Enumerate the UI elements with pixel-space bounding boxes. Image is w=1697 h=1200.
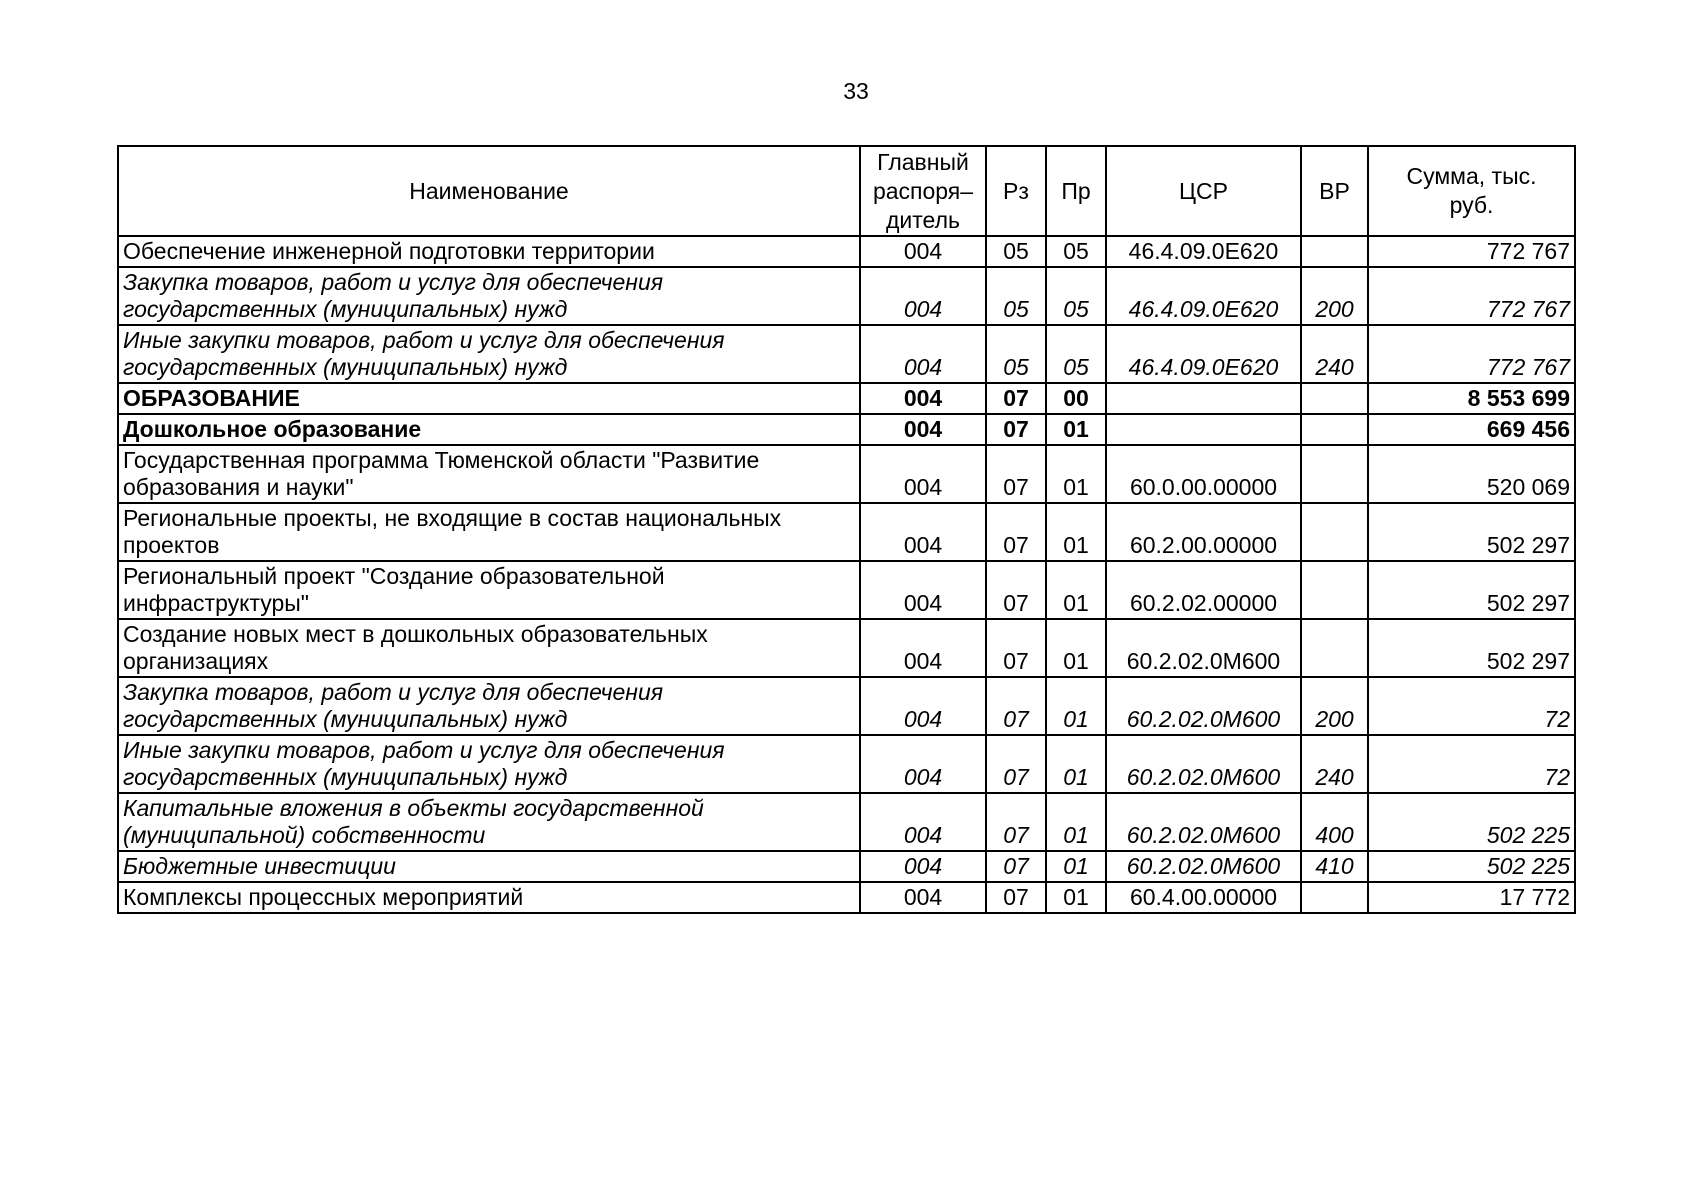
cell-sum: 17 772 (1368, 882, 1575, 913)
cell-pr: 01 (1046, 561, 1106, 619)
cell-csr (1106, 383, 1301, 414)
cell-sum: 502 297 (1368, 503, 1575, 561)
cell-sum: 669 456 (1368, 414, 1575, 445)
header-name: Наименование (118, 146, 860, 236)
cell-name: Государственная программа Тюменской области "Развитие образования и науки" (118, 445, 860, 503)
cell-pr: 05 (1046, 325, 1106, 383)
cell-csr: 60.2.00.00000 (1106, 503, 1301, 561)
cell-vr (1301, 561, 1368, 619)
cell-pr: 01 (1046, 793, 1106, 851)
cell-csr: 60.2.02.0М600 (1106, 851, 1301, 882)
cell-sum: 502 297 (1368, 561, 1575, 619)
cell-gr: 004 (860, 236, 986, 267)
cell-vr (1301, 882, 1368, 913)
table-row (118, 383, 1575, 414)
cell-rz: 07 (986, 793, 1046, 851)
cell-sum: 520 069 (1368, 445, 1575, 503)
cell-gr: 004 (860, 414, 986, 445)
cell-gr: 004 (860, 503, 986, 561)
cell-csr: 60.0.00.00000 (1106, 445, 1301, 503)
cell-csr: 60.2.02.0М600 (1106, 619, 1301, 677)
table-row (118, 236, 1575, 267)
cell-rz: 07 (986, 677, 1046, 735)
cell-gr: 004 (860, 561, 986, 619)
cell-csr: 46.4.09.0Е620 (1106, 325, 1301, 383)
cell-gr: 004 (860, 267, 986, 325)
table-row (118, 735, 1575, 793)
cell-rz: 05 (986, 325, 1046, 383)
table-row (118, 561, 1575, 619)
table-row (118, 503, 1575, 561)
cell-pr: 01 (1046, 677, 1106, 735)
cell-gr: 004 (860, 445, 986, 503)
cell-pr: 01 (1046, 503, 1106, 561)
cell-gr: 004 (860, 325, 986, 383)
cell-csr: 60.2.02.0М600 (1106, 735, 1301, 793)
table-row (118, 677, 1575, 735)
header-row (118, 146, 1575, 236)
cell-rz: 05 (986, 267, 1046, 325)
table-row (118, 414, 1575, 445)
cell-rz: 05 (986, 236, 1046, 267)
header-sum: Сумма, тыс. руб. (1368, 146, 1575, 236)
table-row (118, 793, 1575, 851)
cell-pr: 05 (1046, 267, 1106, 325)
table-row (118, 619, 1575, 677)
cell-name: Региональный проект "Создание образовательной инфраструктуры" (118, 561, 860, 619)
cell-sum: 502 225 (1368, 793, 1575, 851)
budget-table (117, 145, 1576, 914)
cell-vr (1301, 503, 1368, 561)
header-pr: Пр (1046, 146, 1106, 236)
cell-gr: 004 (860, 851, 986, 882)
cell-sum: 772 767 (1368, 267, 1575, 325)
table-row (118, 325, 1575, 383)
cell-vr (1301, 619, 1368, 677)
cell-name: Региональные проекты, не входящие в состав национальных проектов (118, 503, 860, 561)
cell-vr: 240 (1301, 325, 1368, 383)
cell-vr (1301, 414, 1368, 445)
cell-csr: 46.4.09.0Е620 (1106, 236, 1301, 267)
cell-rz: 07 (986, 619, 1046, 677)
cell-name: Обеспечение инженерной подготовки территории (118, 236, 860, 267)
cell-rz: 07 (986, 445, 1046, 503)
cell-rz: 07 (986, 735, 1046, 793)
header-rz: Рз (986, 146, 1046, 236)
cell-gr: 004 (860, 619, 986, 677)
cell-gr: 004 (860, 793, 986, 851)
cell-csr: 60.2.02.00000 (1106, 561, 1301, 619)
cell-vr (1301, 383, 1368, 414)
cell-sum: 502 225 (1368, 851, 1575, 882)
cell-pr: 01 (1046, 414, 1106, 445)
header-csr: ЦСР (1106, 146, 1301, 236)
cell-pr: 01 (1046, 735, 1106, 793)
cell-rz: 07 (986, 414, 1046, 445)
cell-pr: 01 (1046, 619, 1106, 677)
cell-gr: 004 (860, 735, 986, 793)
table-row (118, 445, 1575, 503)
cell-vr: 400 (1301, 793, 1368, 851)
cell-pr: 05 (1046, 236, 1106, 267)
cell-name: Дошкольное образование (118, 414, 860, 445)
cell-sum: 72 (1368, 735, 1575, 793)
cell-name: Бюджетные инвестиции (118, 851, 860, 882)
cell-gr: 004 (860, 677, 986, 735)
cell-sum: 72 (1368, 677, 1575, 735)
cell-name: Закупка товаров, работ и услуг для обеспечения государственных (муниципальных) нужд (118, 677, 860, 735)
cell-csr: 46.4.09.0Е620 (1106, 267, 1301, 325)
cell-pr: 00 (1046, 383, 1106, 414)
cell-pr: 01 (1046, 882, 1106, 913)
cell-sum: 772 767 (1368, 236, 1575, 267)
cell-rz: 07 (986, 503, 1046, 561)
cell-pr: 01 (1046, 445, 1106, 503)
table-row (118, 267, 1575, 325)
cell-csr (1106, 414, 1301, 445)
cell-vr: 200 (1301, 677, 1368, 735)
cell-vr (1301, 445, 1368, 503)
cell-rz: 07 (986, 882, 1046, 913)
cell-csr: 60.2.02.0М600 (1106, 677, 1301, 735)
cell-name: Комплексы процессных мероприятий (118, 882, 860, 913)
cell-name: Закупка товаров, работ и услуг для обеспечения государственных (муниципальных) нужд (118, 267, 860, 325)
cell-gr: 004 (860, 882, 986, 913)
cell-name: ОБРАЗОВАНИЕ (118, 383, 860, 414)
table-row (118, 851, 1575, 882)
cell-rz: 07 (986, 383, 1046, 414)
cell-rz: 07 (986, 851, 1046, 882)
cell-name: Капитальные вложения в объекты государственной (муниципальной) собственности (118, 793, 860, 851)
cell-vr: 410 (1301, 851, 1368, 882)
cell-csr: 60.4.00.00000 (1106, 882, 1301, 913)
cell-gr: 004 (860, 383, 986, 414)
cell-name: Иные закупки товаров, работ и услуг для обеспечения государственных (муниципальных) нужд (118, 735, 860, 793)
cell-pr: 01 (1046, 851, 1106, 882)
cell-sum: 8 553 699 (1368, 383, 1575, 414)
table-body (118, 236, 1575, 913)
cell-vr: 240 (1301, 735, 1368, 793)
cell-rz: 07 (986, 561, 1046, 619)
header-vr: ВР (1301, 146, 1368, 236)
cell-name: Создание новых мест в дошкольных образовательных организациях (118, 619, 860, 677)
cell-sum: 772 767 (1368, 325, 1575, 383)
header-gr: Главный распоря–дитель (860, 146, 986, 236)
cell-csr: 60.2.02.0М600 (1106, 793, 1301, 851)
table-row (118, 882, 1575, 913)
cell-name: Иные закупки товаров, работ и услуг для обеспечения государственных (муниципальных) нужд (118, 325, 860, 383)
cell-vr (1301, 236, 1368, 267)
page-number: 33 (843, 78, 869, 104)
cell-vr: 200 (1301, 267, 1368, 325)
cell-sum: 502 297 (1368, 619, 1575, 677)
